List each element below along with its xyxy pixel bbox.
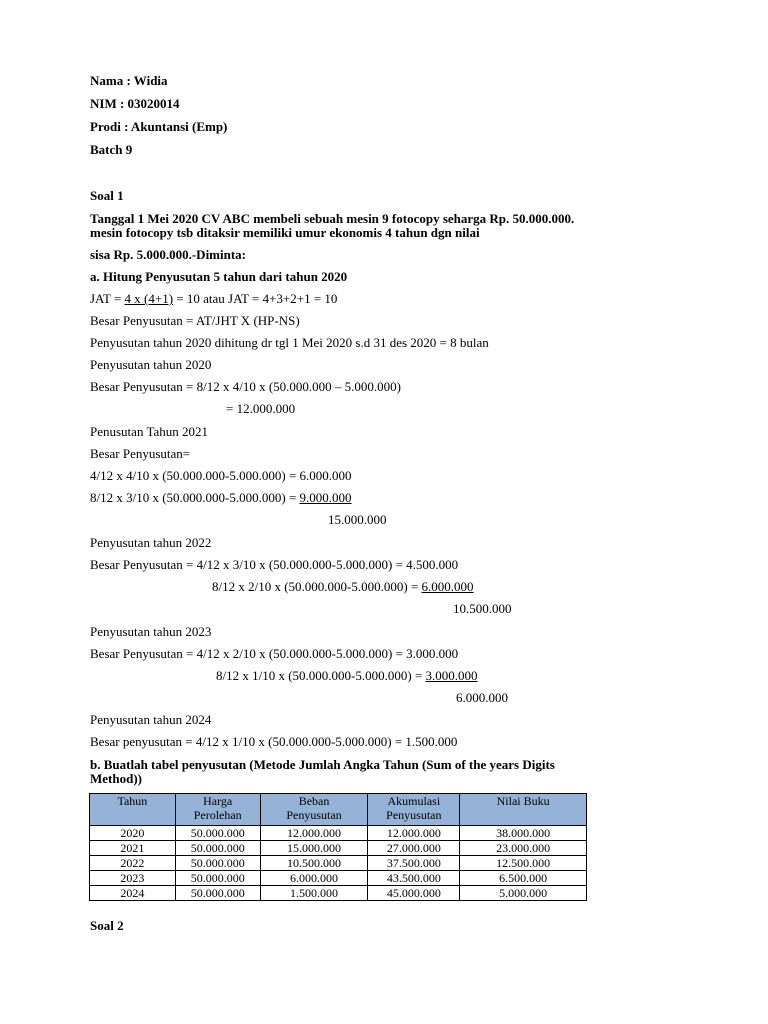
cell-tahun: 2023 bbox=[90, 871, 176, 886]
cell-akumulasi: 12.000.000 bbox=[368, 826, 460, 841]
y2020-result: = 12.000.000 bbox=[226, 401, 296, 416]
cell-tahun: 2022 bbox=[90, 856, 176, 871]
cell-akumulasi: 45.000.000 bbox=[368, 886, 460, 901]
cell-harga: 50.000.000 bbox=[175, 871, 260, 886]
header-nilai-buku: Nilai Buku bbox=[460, 794, 587, 826]
jat-suffix: = 10 atau JAT = 4+3+2+1 = 10 bbox=[173, 291, 338, 306]
y2023-line1: Besar Penyusutan = 4/12 x 2/10 x (50.000.000-5.000.000) = 3.000.000 bbox=[90, 646, 459, 661]
cell-nilai-buku: 5.000.000 bbox=[460, 886, 587, 901]
cell-harga: 50.000.000 bbox=[175, 856, 260, 871]
student-nim: NIM : 03020014 bbox=[90, 96, 180, 111]
cell-beban: 15.000.000 bbox=[260, 841, 368, 856]
y2022-total: 10.500.000 bbox=[453, 601, 512, 616]
soal1-statement-line3: sisa Rp. 5.000.000.-Diminta: bbox=[90, 247, 247, 262]
table-header-row bbox=[90, 794, 587, 826]
part-b-heading-line2: Method)) bbox=[90, 771, 142, 786]
header-beban-penyusutan: Beban Penyusutan bbox=[260, 794, 368, 826]
cell-tahun: 2021 bbox=[90, 841, 176, 856]
y2022-line1: Besar Penyusutan = 4/12 x 3/10 x (50.000.000-5.000.000) = 4.500.000 bbox=[90, 557, 459, 572]
soal1-title: Soal 1 bbox=[90, 188, 124, 203]
cell-akumulasi: 43.500.000 bbox=[368, 871, 460, 886]
y2023-line2-prefix: 8/12 x 1/10 x (50.000.000-5.000.000) = bbox=[216, 668, 426, 683]
cell-beban: 12.000.000 bbox=[260, 826, 368, 841]
cell-harga: 50.000.000 bbox=[175, 841, 260, 856]
soal2-title: Soal 2 bbox=[90, 918, 124, 933]
cell-tahun: 2024 bbox=[90, 886, 176, 901]
header-harga-perolehan: Harga Perolehan bbox=[175, 794, 260, 826]
jat-formula bbox=[90, 291, 337, 307]
part-b-heading-line1: b. Buatlah tabel penyusutan (Metode Jumlah Angka Tahun (Sum of the years Digits bbox=[90, 757, 555, 772]
cell-nilai-buku: 38.000.000 bbox=[460, 826, 587, 841]
soal1-statement-line1: Tanggal 1 Mei 2020 CV ABC membeli sebuah mesin 9 fotocopy seharga Rp. 50.000.000. bbox=[90, 211, 575, 226]
header-tahun: Tahun bbox=[90, 794, 176, 826]
y2021-line2 bbox=[90, 490, 352, 506]
table-row bbox=[90, 826, 587, 841]
table-row bbox=[90, 871, 587, 886]
depreciation-table bbox=[89, 793, 587, 901]
y2023-line2-value: 3.000.000 bbox=[425, 668, 478, 683]
y2024-label: Penyusutan tahun 2024 bbox=[90, 712, 212, 727]
cell-beban: 1.500.000 bbox=[260, 886, 368, 901]
table-row bbox=[90, 856, 587, 871]
y2022-line2-prefix: 8/12 x 2/10 x (50.000.000-5.000.000) = bbox=[212, 579, 422, 594]
cell-nilai-buku: 23.000.000 bbox=[460, 841, 587, 856]
y2023-total: 6.000.000 bbox=[456, 690, 508, 705]
y2021-line1: 4/12 x 4/10 x (50.000.000-5.000.000) = 6.000.000 bbox=[90, 468, 352, 483]
student-prodi: Prodi : Akuntansi (Emp) bbox=[90, 119, 228, 134]
y2022-label: Penyusutan tahun 2022 bbox=[90, 535, 212, 550]
y2020-calc: Besar Penyusutan = 8/12 x 4/10 x (50.000.000 – 5.000.000) bbox=[90, 379, 402, 394]
jat-prefix: JAT = bbox=[90, 291, 125, 306]
cell-akumulasi: 37.500.000 bbox=[368, 856, 460, 871]
cell-nilai-buku: 6.500.000 bbox=[460, 871, 587, 886]
cell-harga: 50.000.000 bbox=[175, 886, 260, 901]
part-a-heading: a. Hitung Penyusutan 5 tahun dari tahun 2020 bbox=[90, 269, 348, 284]
y2024-line1: Besar penyusutan = 4/12 x 1/10 x (50.000.000-5.000.000) = 1.500.000 bbox=[90, 734, 458, 749]
y2023-label: Penyusutan tahun 2023 bbox=[90, 624, 212, 639]
y2023-line2 bbox=[216, 668, 478, 684]
cell-beban: 10.500.000 bbox=[260, 856, 368, 871]
cell-nilai-buku: 12.500.000 bbox=[460, 856, 587, 871]
depreciation-note: Penyusutan tahun 2020 dihitung dr tgl 1 Mei 2020 s.d 31 des 2020 = 8 bulan bbox=[90, 335, 489, 350]
y2022-line2-value: 6.000.000 bbox=[421, 579, 474, 594]
y2021-line2-value: 9.000.000 bbox=[299, 490, 352, 505]
y2021-line2-prefix: 8/12 x 3/10 x (50.000.000-5.000.000) = bbox=[90, 490, 300, 505]
cell-tahun: 2020 bbox=[90, 826, 176, 841]
soal1-statement-line2: mesin fotocopy tsb ditaksir memiliki umur ekonomis 4 tahun dgn nilai bbox=[90, 225, 480, 240]
y2022-line2 bbox=[212, 579, 474, 595]
y2021-total: 15.000.000 bbox=[328, 512, 387, 527]
cell-harga: 50.000.000 bbox=[175, 826, 260, 841]
table-row bbox=[90, 886, 587, 901]
cell-akumulasi: 27.000.000 bbox=[368, 841, 460, 856]
student-name: Nama : Widia bbox=[90, 73, 168, 88]
header-akumulasi-penyusutan: Akumulasi Penyusutan bbox=[368, 794, 460, 826]
y2020-label: Penyusutan tahun 2020 bbox=[90, 357, 212, 372]
depreciation-formula: Besar Penyusutan = AT/JHT X (HP-NS) bbox=[90, 313, 300, 328]
table-row bbox=[90, 841, 587, 856]
jat-underlined: 4 x (4+1) bbox=[124, 291, 174, 306]
cell-beban: 6.000.000 bbox=[260, 871, 368, 886]
y2021-label: Penusutan Tahun 2021 bbox=[90, 424, 209, 439]
student-batch: Batch 9 bbox=[90, 142, 133, 157]
y2021-calc-label: Besar Penyusutan= bbox=[90, 446, 191, 461]
